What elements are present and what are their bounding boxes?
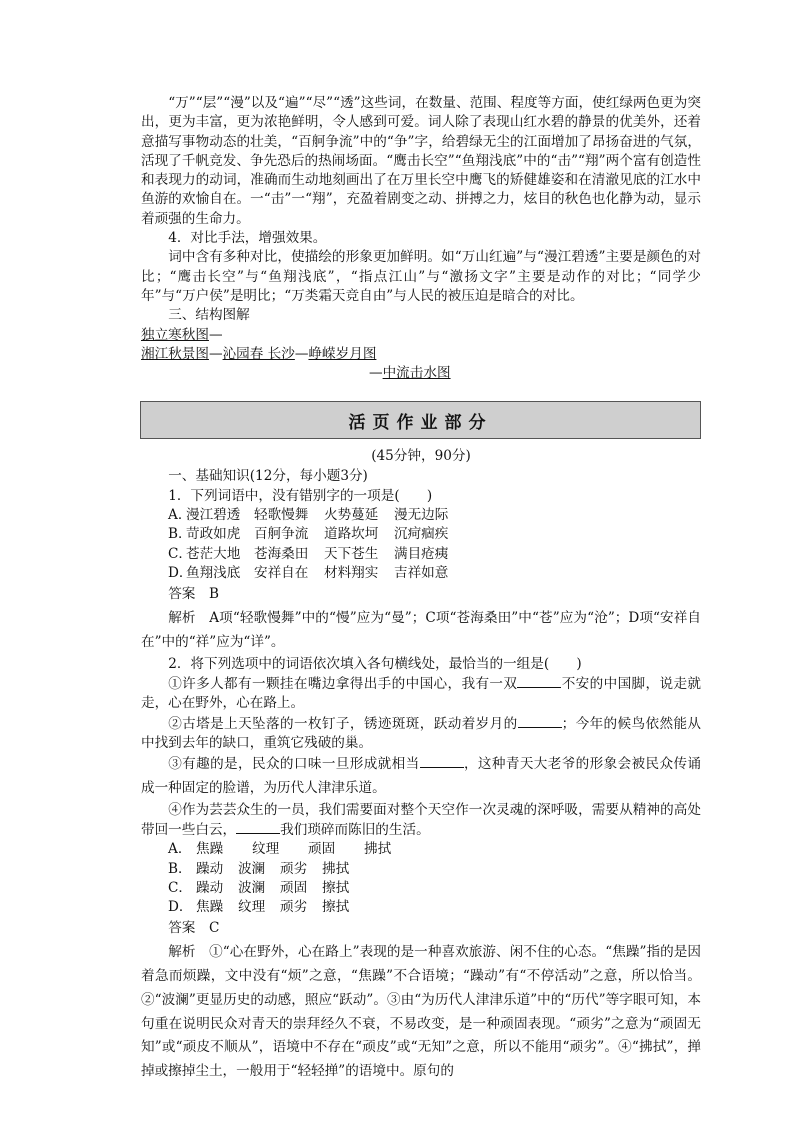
point-4-title: 4．对比手法，增强效果。 <box>168 230 327 247</box>
q2-stem: 2．将下列选项中的词语依次填入各句横线处，最恰当的一组是( ) <box>168 655 582 672</box>
blank-2 <box>518 714 562 728</box>
section-3-title: 三、结构图解 <box>168 307 250 324</box>
structure-diagram <box>141 326 701 384</box>
q1-answer: 答案 B <box>168 586 219 603</box>
banner-title: 活页作业部分 <box>348 412 493 433</box>
q2-sentence-2: ②古塔是上天坠落的一枚钉子，锈迹斑斑，跃动着岁月的 ；今年的候鸟依然能从中找到去年的缺口，重筑它残破的巢。 <box>141 715 702 751</box>
q2-option-d: D． 焦躁 纹理 顽劣 擦拭 <box>168 899 350 916</box>
q2-option-c: C． 躁动 波澜 顽固 擦拭 <box>168 879 350 896</box>
q1-analysis: 解析 A项“轻歌慢舞”中的“慢”应为“曼”；C项“苍海桑田”中“苍”应为“沧”；D项“安祥自在”中的“祥”应为“详”。 <box>141 610 702 650</box>
q1-option-b: B．苛政如虎 百舸争流 道路坎坷 沉疴痼疾 <box>168 526 449 543</box>
diagram-row-1: 独立寒秋图— <box>141 326 223 343</box>
diagram-row-2: 湘江秋景图—沁园春 长沙—峥嵘岁月图 <box>141 345 377 362</box>
q1-option-a: A．漫江碧透 轻歌慢舞 火势蔓延 漫无边际 <box>168 507 449 524</box>
q2-answer: 答案 C <box>168 920 220 937</box>
part-1-title: 一、基础知识(12分，每小题3分) <box>168 468 368 485</box>
diagram-label-midstream: 中流击水图 <box>382 365 451 382</box>
q2-sentence-3: ③有趣的是，民众的口味一旦形成就相当 ，这种青天大老爷的形象会被民众传诵成一种固定的脸谱，为历代人津津乐道。 <box>141 756 702 796</box>
time-score: (45分钟，90分) <box>371 448 471 465</box>
q2-sentence-4: ④作为芸芸众生的一员，我们需要面对整个天空作一次灵魂的深呼吸，需要从精神的高处带回一些白云， 我们琐碎而陈旧的生活。 <box>141 801 701 838</box>
q1-options <box>141 506 701 583</box>
q2-sentence-1: ①许多人都有一颗挂在嘴边拿得出手的中国心，我有一双 不安的中国脚，说走就走，心在野外，心在路上。 <box>141 675 702 712</box>
blank-1 <box>517 674 561 688</box>
diagram-label-xiangjiang: 湘江秋景图 <box>141 345 209 362</box>
diagram-label-title: 沁园春 长沙 <box>222 345 295 362</box>
diagram-label-independent: 独立寒秋图 <box>141 326 209 343</box>
blank-3 <box>420 754 464 768</box>
q1-option-c: C．苍茫大地 苍海桑田 天下苍生 满目疮痍 <box>168 545 449 562</box>
paragraph-word-analysis: “万”“层”“漫”以及“遍”“尽”“透”这些词，在数量、范围、程度等方面，使红绿两色更为突出，更为丰富，更为浓艳鲜明，令人感到可爱。词人除了表现山红水碧的静景的优美外，还着意描写事物动态的壮美，“百舸争流”中的“争”字，给碧绿无尘的江面增加了昂扬奋进的气氛，活现了千帆竞发、争先恐后的热闹场面。“鹰击长空”“鱼翔浅底”中的“击”“翔”两个富有创造性和表现力的动词，准确而生动地刻画出了在万里长空中鹰飞的矫健雄姿和在清澈见底的江水中鱼游的欢愉自在。一“击”一“翔”，充盈着剧变之动、拼搏之力，炫目的秋色也化静为动，显示着顽强的生命力。 <box>141 95 701 227</box>
q2-options <box>141 840 701 917</box>
diagram-label-years: 峥嵘岁月图 <box>308 345 377 362</box>
q2-analysis: 解析 ①“心在野外，心在路上”表现的是一种喜欢旅游、闲不住的心态。“焦躁”指的是因着急而烦躁，文中没有“烦”之意，“焦躁”不合语境；“躁动”有“不停活动”之意，所以恰当。②“波澜”更显历史的动感，照应“跃动”。③由“为历代人津津乐道”中的“历代”等字眼可知，本句重在说明民众对青天的崇拜经久不衰，不易改变，是一种顽固表现。“顽劣”之意为“顽固无知”或“顽皮不顺从”，语境中不存在“顽皮”或“无知”之意，所以不能用“顽劣”。④“拂拭”，掸掉或擦掉尘土，一般用于“轻轻掸”的语境中。原句的 <box>141 944 702 1080</box>
q2-option-b: B． 躁动 波澜 顽劣 拂拭 <box>168 860 350 877</box>
q2-option-a: A． 焦躁 纹理 顽固 拂拭 <box>168 841 392 858</box>
q1-option-d: D．鱼翔浅底 安祥自在 材料翔实 吉祥如意 <box>168 564 449 581</box>
diagram-row-3: —中流击水图 <box>369 365 451 382</box>
section-banner <box>140 401 701 439</box>
q1-stem: 1．下列词语中，没有错别字的一项是( ) <box>168 487 433 504</box>
blank-4 <box>236 820 280 834</box>
point-4-text: 词中含有多种对比，使描绘的形象更加鲜明。如“万山红遍”与“漫江碧透”主要是颜色的对比；“鹰击长空”与“鱼翔浅底”，“指点江山”与“激扬文字”主要是动作的对比；“同学少年”与“万户侯”是明比；“万类霜天竞自由”与人民的被压迫是暗合的对比。 <box>141 249 701 304</box>
